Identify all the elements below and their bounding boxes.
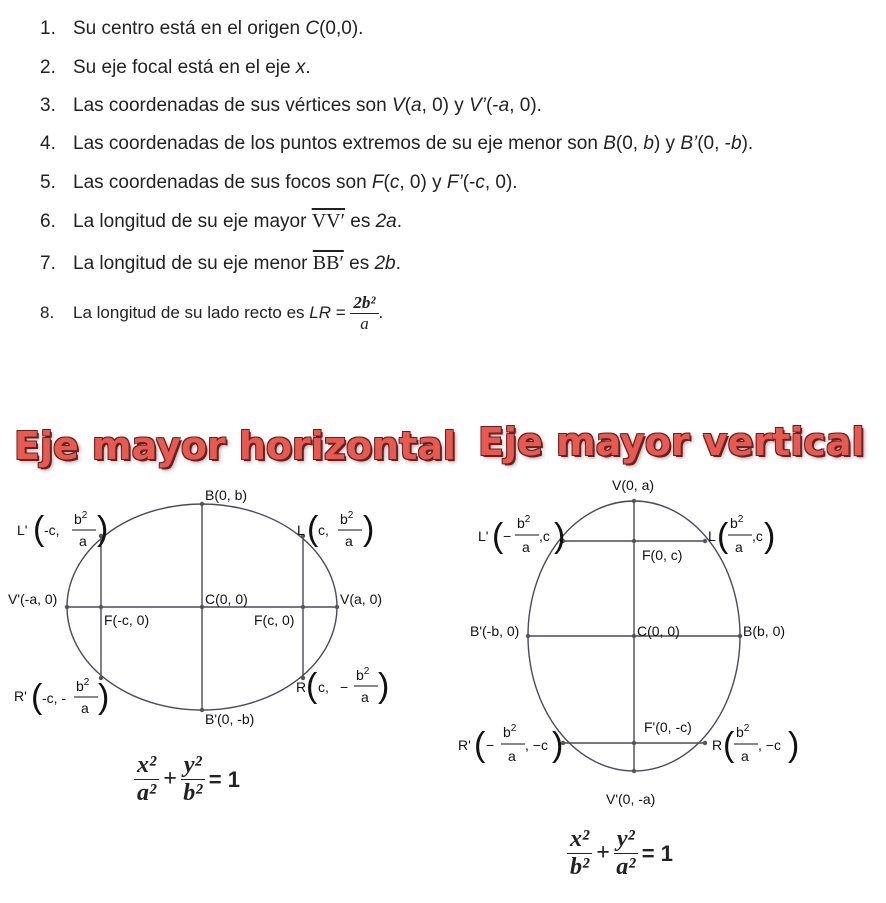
point-B: [200, 502, 204, 506]
item-number: 7.: [40, 253, 56, 274]
label-L-coord: c,: [318, 522, 329, 538]
label-R-sign: −: [340, 679, 349, 695]
label-B: B(0, b): [205, 487, 248, 503]
horizontal-ellipse-diagram: [0, 480, 440, 740]
label-F: F(0, c): [642, 547, 683, 563]
label-Bp: B'(-b, 0): [470, 623, 520, 639]
eq-num: y²: [614, 826, 638, 854]
label-Rp-prefix: R': [14, 688, 27, 704]
equation-vertical: [563, 826, 673, 881]
label-Fp: F'(0, -c): [644, 719, 692, 735]
paren-open: (: [307, 510, 319, 548]
eq-rhs: = 1: [641, 840, 673, 866]
item-number: 5.: [40, 172, 56, 193]
property-item-8: [40, 293, 383, 334]
label-B: B(b, 0): [743, 623, 786, 639]
item-number: 8.: [40, 302, 55, 322]
paren-close: ): [97, 510, 109, 548]
label-L-prefix: L: [708, 528, 716, 544]
frac-num: $b^2$: [74, 510, 88, 527]
frac-den: a: [735, 539, 743, 555]
eq-den: b²: [183, 780, 203, 806]
label-Fp: F(-c, 0): [104, 612, 150, 628]
frac-num: $b^2$: [503, 723, 517, 740]
point-Vp: [65, 605, 69, 609]
property-item-4: [40, 133, 753, 155]
eq-rhs: = 1: [208, 766, 240, 792]
item-number: 2.: [40, 57, 56, 78]
frac-den: a: [345, 533, 353, 549]
label-R-prefix: R: [296, 679, 307, 695]
label-R-coord: c,: [318, 679, 329, 695]
frac-den: a: [361, 689, 369, 705]
point-Bp: [200, 708, 204, 712]
paren-open: (: [33, 510, 45, 548]
item-text: La longitud de su lado recto es LR = $\frac{\text{2b²}}{a}$ .: [73, 293, 384, 333]
frac-den: a: [508, 748, 516, 764]
label-Rp-coord: -c, -: [42, 690, 67, 706]
property-item-7: [40, 252, 401, 275]
frac-num: $b^2$: [76, 677, 90, 694]
point-F: [301, 605, 305, 609]
label-Lp-prefix: L': [478, 528, 489, 544]
label-L-prefix: L: [297, 522, 305, 538]
property-item-1: [40, 18, 363, 40]
paren-close: ): [554, 517, 566, 555]
frac-num: $b^2$: [736, 723, 750, 740]
property-item-5: [40, 172, 518, 194]
item-text: Las coordenadas de sus vértices son V(a, 0) y V’(-a, 0).: [73, 95, 542, 116]
title-horizontal: Eje mayor horizontal: [14, 424, 456, 468]
label-Bp: B'(0, -b): [205, 711, 255, 727]
item-number: 3.: [40, 95, 56, 116]
label-Rp-prefix: R': [458, 737, 471, 753]
equation-horizontal: [130, 752, 240, 807]
eq-term-2: [181, 752, 205, 807]
eq-den: a²: [137, 780, 157, 806]
frac-num: $b^2$: [356, 666, 370, 683]
label-Lp-coord: -c,: [44, 522, 60, 538]
item-text: La longitud de su eje mayor VV′ es 2a.: [73, 210, 403, 232]
title-vertical: Eje mayor vertical: [478, 420, 865, 464]
label-V: V(a, 0): [340, 591, 383, 607]
label-Vp: V'(0, -a): [606, 791, 656, 807]
item-text: Su eje focal está en el eje x.: [73, 57, 311, 78]
paren-open: (: [492, 517, 504, 555]
point-V: [335, 605, 339, 609]
label-Lp-tail: ,c: [539, 528, 550, 544]
item-text: Las coordenadas de sus focos son F(c, 0) y F’(-c, 0).: [73, 172, 518, 193]
item-text: Su centro está en el origen C(0,0).: [73, 18, 364, 39]
eq-term-1: [134, 752, 159, 807]
frac-den: a: [79, 533, 87, 549]
paren-open: (: [31, 678, 43, 716]
label-Vp: V'(-a, 0): [8, 591, 58, 607]
eq-num: x²: [134, 752, 159, 780]
frac-num: $b^2$: [340, 510, 354, 527]
item-number: 4.: [40, 133, 56, 154]
paren-open: (: [306, 667, 318, 705]
point-C: [200, 605, 204, 609]
paren-close: ): [764, 517, 776, 555]
label-L-tail: ,c: [752, 528, 763, 544]
paren-close: ): [788, 726, 800, 764]
paren-open: (: [474, 726, 486, 764]
label-R-prefix: R: [712, 737, 723, 753]
frac-den: a: [741, 748, 749, 764]
vertical-ellipse-diagram: [450, 468, 886, 818]
label-F: F(c, 0): [254, 612, 295, 628]
item-text: La longitud de su eje menor BB′ es 2b.: [73, 252, 401, 274]
frac-den: a: [81, 700, 89, 716]
item-number: 6.: [40, 211, 56, 232]
eq-plus: +: [596, 840, 610, 866]
property-item-3: [40, 95, 542, 117]
eq-num: x²: [567, 826, 592, 854]
eq-term-1: [567, 826, 592, 881]
frac-num: $b^2$: [730, 514, 744, 531]
eq-den: a²: [616, 854, 636, 880]
property-item-2: [40, 57, 311, 79]
frac-den: a: [522, 539, 530, 555]
label-C: C(0, 0): [205, 591, 248, 607]
item-number: 1.: [40, 18, 56, 39]
frac-num: $b^2$: [517, 514, 531, 531]
eq-term-2: [614, 826, 638, 881]
eq-den: b²: [570, 854, 590, 880]
paren-close: ): [552, 726, 564, 764]
label-Rp-tail: , −c: [525, 737, 548, 753]
label-V: V(0, a): [612, 477, 655, 493]
property-item-6: [40, 210, 402, 233]
paren-open: (: [723, 726, 735, 764]
label-Rp-sign: −: [486, 737, 495, 753]
paren-close: ): [98, 678, 110, 716]
label-R-tail: , −c: [758, 737, 781, 753]
paren-close: ): [378, 667, 390, 705]
point-Fp: [99, 605, 103, 609]
label-C: C(0, 0): [637, 623, 680, 639]
label-Lp-prefix: L': [17, 522, 28, 538]
paren-open: (: [717, 517, 729, 555]
paren-close: ): [363, 510, 375, 548]
eq-num: y²: [181, 752, 205, 780]
eq-plus: +: [163, 766, 177, 792]
item-text: Las coordenadas de los puntos extremos de su eje menor son B(0, b) y B’(0, -b).: [73, 133, 754, 154]
label-Lp-sign: −: [503, 528, 512, 544]
